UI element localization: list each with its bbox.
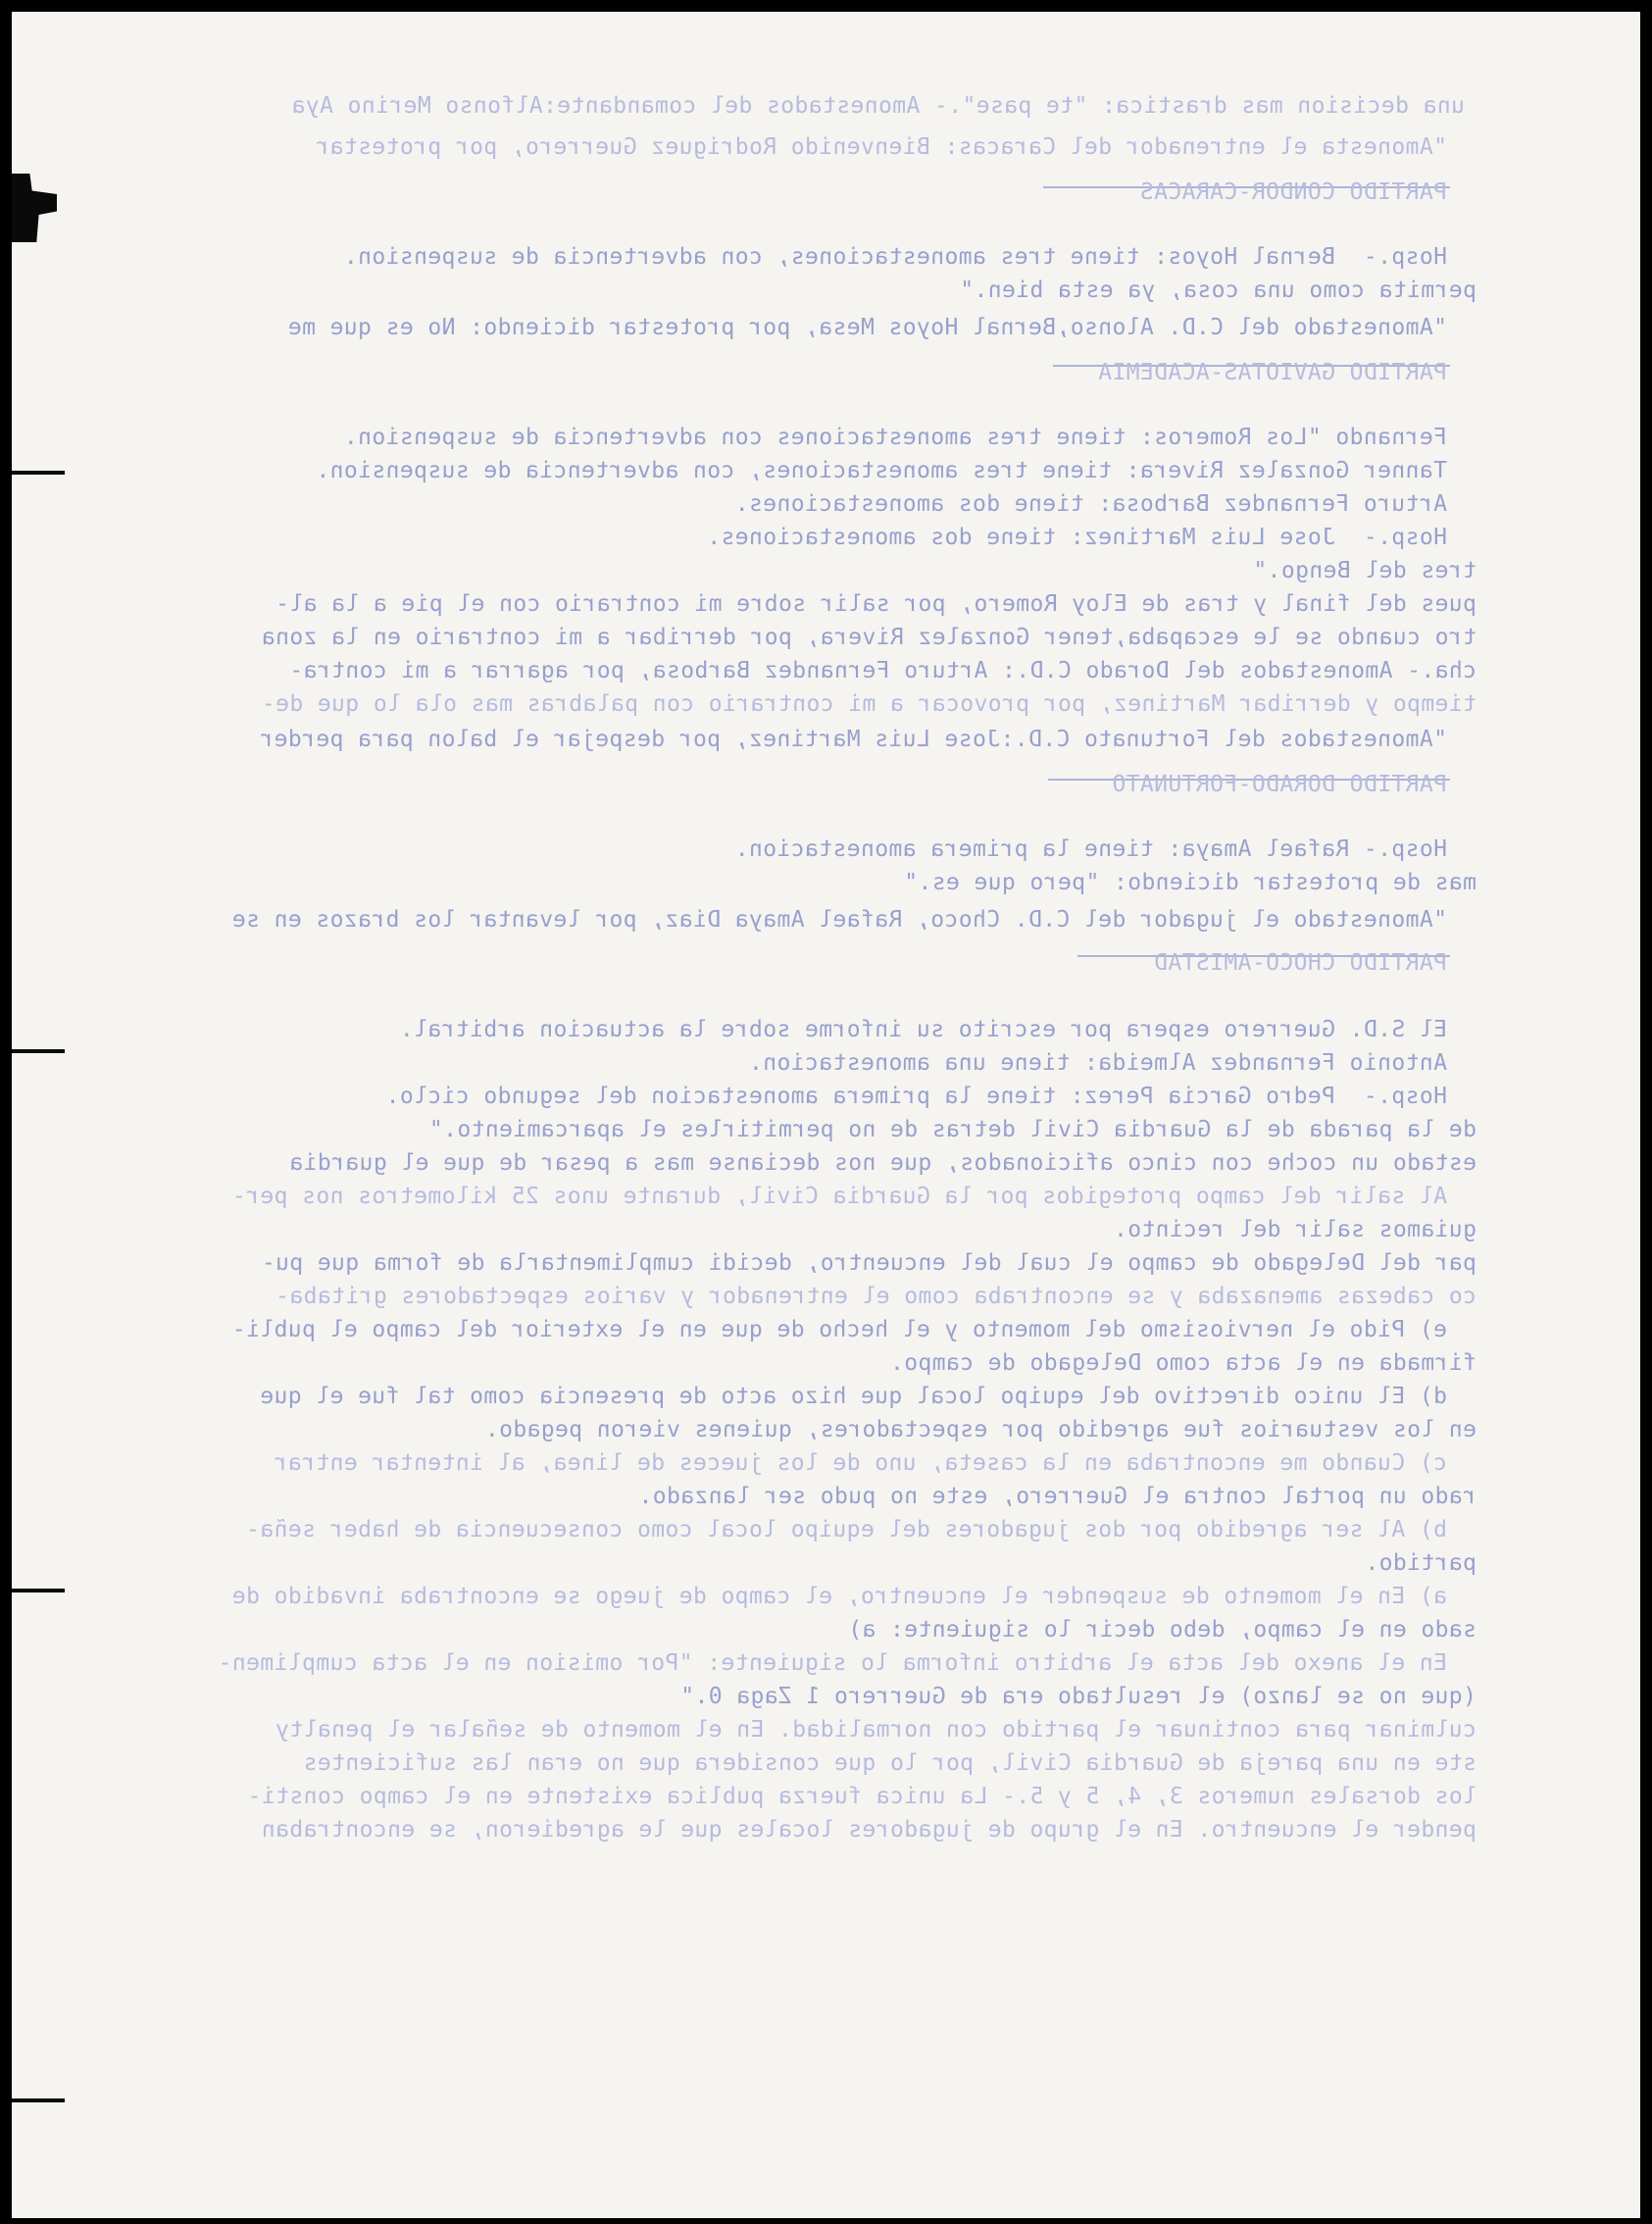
typed-text-area: una decision mas drastica: "te pase".- Amonestados del comandante:Alfonso Merino Aya "Amonesta el entrenador del Caracas: Bienvenido Rodriguez Guerrero, por protestar PARTIDO CONDOR-CARACAS Hosp.- Bernal Hoyos: tiene tres amonestaciones, con advertencia de suspension. permita como una cosa, ya esta bien." "Amonestado del C.D. Alonso,Bernal Hoyos Mesa, por protestar diciendo: No es que me PARTIDO GAVIOTAS-ACADEMIA Fernando "Los Romeros: tiene tres amonestaciones con advertencia de suspension. Tanner Gonzalez Rivera: tiene tres amonestaciones, con advertencia de suspension. Arturo Fernandez Barbosa: tiene dos amonestaciones. Hosp.- Jose Luis Martinez: tiene dos amonestaciones. tres del Bengo." pues del final y tras de Eloy Romero, por salir sobre mi contrario con el pie a la al- tro cuando se le escapaba,tener Gonzalez Rivera, por derribar a mi contrario en la zona cha.- Amonestados del Dorado C.D.: Arturo Fernandez Barbosa, por agarrar a mi contra- tiempo y derribar Martinez, por provocar a mi contrario con palabras mas ola lo que de- "Amonestados del Fortunato C.D.:Jose Luis Martinez, por despejar el balon para perder PARTIDO DORADO-FORTUNATO Hosp.- Rafael Amaya: tiene la primera amonestacion. mas de protestar diciendo: "pero que es." "Amonestado el jugador del C.D. Choco, Rafael Amaya Diaz, por levantar los brazos en se PARTIDO CHOCO-AMISTAD El S.D. Guerrero espera por escrito su informe sobre la actuacion arbitral. Antonio Fernandez Almeida: tiene una amonestacion. Hosp.- Pedro Garcia Perez: tiene la primera amonestacion del segundo ciclo. de la parada de la Guardia Civil detras de no permitirles el aparcamiento." estado un coche con cinco aficionados, que nos decianse mas a pesar de que el guardia Al salir del campo protegidos por la Guardia Civil, durante unos 25 kilometros nos per- guiamos salir del recinto. par del Delegado de campo el cual del encuentro, decidi cumplimentarla de forma que pu- co cabezas amenazaba y se encontraba como el entrenador y varios espectadores gritaba- e) Pido el nerviosismo del momento y el hecho de que en el exterior del campo el publi- firmada en el acta como Delegado de campo. d) El unico directivo del equipo local que hizo acto de presencia como tal fue el que en los vestuarios fue agredido por espectadores, quienes vieron pegado. c) Cuando me encontraba en la caseta, uno de los jueces de linea, al intentar entrar rado un portal contra el Guerrero, este no pudo ser lanzado. b) Al ser agredido por dos jugadores del equipo local como consecuencia de haber seña- partido. a) En el momento de suspender el encuentro, el campo de juego se encontraba invadido de sado en el campo, debo decir lo siguiente: a) En el anexo del acta el arbitro informa lo siguiente: "Por omision en el acta cumplimen- (que no se lanzo) el resultado era de Guerrero 1 Zaga 0." culminar para continuar el partido con normalidad. En el momento de señalar el penalty ste en una pareja de Guardia Civil, por lo que considera que no eran las suficientes los dorsales numeros 3, 4, 5 y 5.- La unica fuerza publica existente en el campo consti- pender el encuentro. En el grupo de jugadores locales que le agredieron, se encontraban bbox=[218, 93, 1477, 1843]
